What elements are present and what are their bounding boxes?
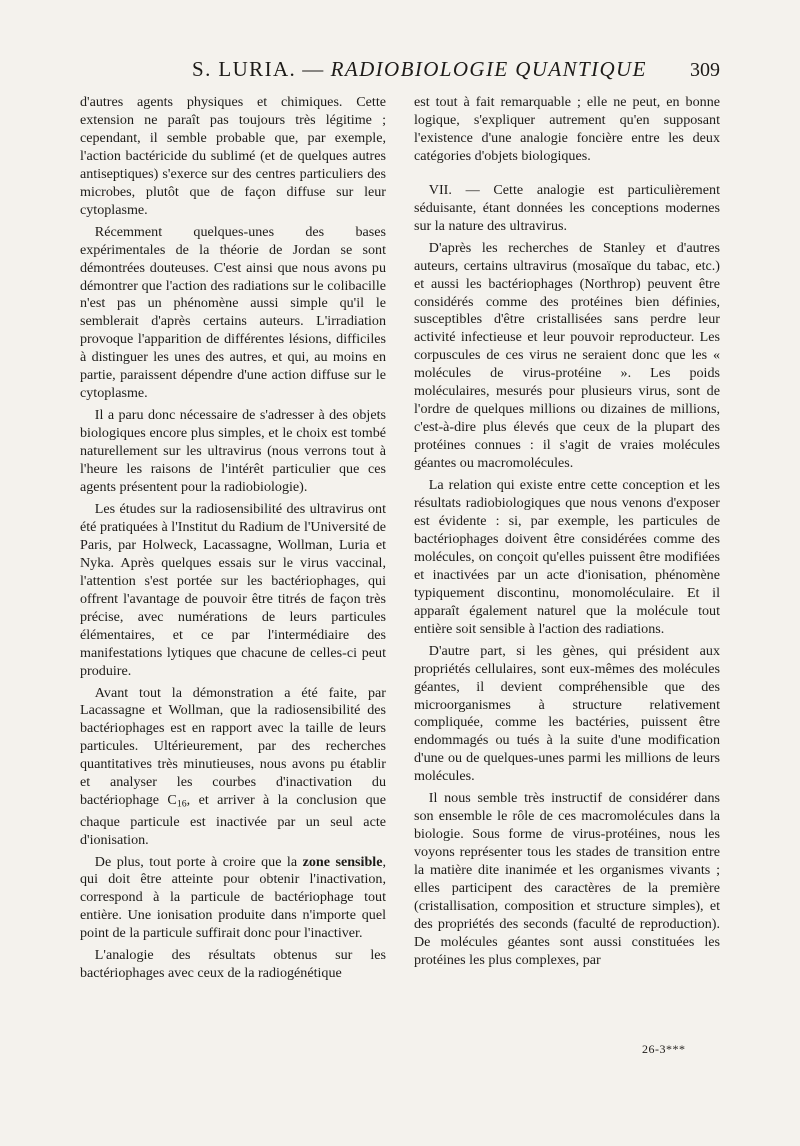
paragraph-text: Avant tout la démonstration a été faite, par Lacassagne et Wollman, que la radiosensibilité des bactériophages est en rapport avec la taille de leurs particules. Ultérieurement, par des recherches quantitatives très minutieuses, nous avons pu établir et analyser les courbes d'inactivation du bactériophage C (80, 684, 386, 809)
paragraph: est tout à fait remarquable ; elle ne peut, en bonne logique, s'expliquer autrement qu'en supposant l'existence d'une analogie foncière entre les deux catégories d'objets biologiques. (414, 94, 720, 164)
paragraph (80, 854, 386, 944)
paragraph-text: De plus, tout porte à croire que la (94, 853, 303, 870)
emphasis-zone-sensible: zone sensible (302, 853, 383, 870)
subscript: 16 (176, 798, 187, 810)
paragraph: Il a paru donc nécessaire de s'adresser à des objets biologiques encore plus simples, et le choix est tombé naturellement sur les ultravirus (nous verrons tout à l'heure les raisons de l'intérêt particulier que ces agents présentent pour la radiobiologie). (80, 407, 386, 496)
paragraph: La relation qui existe entre cette conception et les résultats radiobiologiques que nous venons d'exposer est évidente : si, par exemple, les particules de bactériophages doivent être considérées comme des molécules, on conçoit qu'elles puissent être modifiées et inactivées par un acte d'ionisation, phénomène typiquement discontinu, monomoléculaire. Et il apparaît également naturel que la molécule tout entière soit sensible à l'action des radiations. (414, 477, 720, 637)
running-title (192, 57, 647, 82)
right-column (414, 94, 720, 970)
left-column (80, 94, 386, 983)
author-name: S. LURIA. (192, 57, 297, 81)
paragraph: Récemment quelques-unes des bases expérimentales de la théorie de Jordan se sont démontrées douteuses. C'est ainsi que nous avons pu démontrer que l'action des radiations sur le colibacille n'est pas un phénomène aussi simple qu'il le semblerait d'après certains auteurs. L'irradiation provoque l'apparition de différentes lésions, difficiles à distinguer les unes des autres, et qui, au moins en partie, paraissent dépendre d'une action diffuse sur le cytoplasme. (80, 223, 386, 402)
paragraph: Les études sur la radiosensibilité des ultravirus ont été pratiquées à l'Institut du Radium de l'Université de Paris, par Holweck, Lacassagne, Wollman, Luria et Nyka. Après quelques essais sur le virus vaccinal, l'attention s'est portée sur les bactériophages, qui offrent l'avantage de pouvoir être titrés de façon très précise, avec numérations de leurs particules élémentaires, et ce par l'intermédiaire des manifestations lytiques que chacune de celles-ci peut produire. (80, 500, 386, 679)
printer-signature: 26-3*** (642, 1042, 686, 1056)
title-dash: — (302, 57, 325, 81)
page-number: 309 (690, 59, 720, 81)
paragraph: D'autre part, si les gènes, qui président aux propriétés cellulaires, sont eux-mêmes des molécules géantes, il devient compréhensible que des microorganismes à structure relativement compliquée, comme les bactéries, puissent être endommagés ou tués à la suite d'une modification d'une ou de quelques-unes parmi les millions de leurs molécules. (414, 642, 720, 785)
section-paragraph: VII. — Cette analogie est particulièrement séduisante, étant données les conceptions modernes sur la nature des ultravirus. (414, 181, 720, 234)
paragraph: d'autres agents physiques et chimiques. Cette extension ne paraît pas toujours très légitime ; cependant, il semble probable que, par exemple, l'action bactéricide du sublimé (et de quelques autres antiseptiques) s'exerce sur des centres particuliers des microbes, plutôt que de façon diffuse sur leur cytoplasme. (80, 94, 386, 218)
paragraph (80, 685, 386, 850)
paragraph: Il nous semble très instructif de considérer dans son ensemble le rôle de ces macromolécules dans la biologie. Sous forme de virus-protéines, nous les voyons représenter tous les stades de transition entre la matière dite inanimée et les organismes vivants ; elles participent des caractères de la première (cristallisation, composition et structure simples), et des propriétés des seconds (faculté de reproduction). De molécules géantes sont aussi constituées les protéines les plus complexes, par (414, 790, 720, 968)
running-header (80, 57, 720, 85)
paragraph: D'après les recherches de Stanley et d'autres auteurs, certains ultravirus (mosaïque du tabac, etc.) et aussi les bactériophages (Northrop) peuvent être considérés comme des protéines bien définies, susceptibles d'être cristallisées sans perdre leur activité infectieuse et leur pouvoir reproducteur. Les corpuscules de ces virus ne seraient donc que les « molécules de virus-protéine ». Les poids moléculaires, mesurés pour plusieurs virus, sont de l'ordre de quelques millions ou dizaines de millions, c'est-à-dire plus élevés que ceux de la plupart des protéines connues : il s'agit de vraies molécules géantes ou macromolécules. (414, 239, 720, 472)
article-subject: RADIOBIOLOGIE QUANTIQUE (330, 57, 647, 81)
paragraph-text: , qui doit être atteinte pour obtenir l'inactivation, correspond à la particule de bactériophage tout entière. Une ionisation produite dans n'importe quel point de la particule suffirait donc pour l'inactiver. (80, 853, 386, 942)
paragraph: L'analogie des résultats obtenus sur les bactériophages avec ceux de la radiogénétique (80, 947, 386, 982)
paragraph-text: , et arriver à la conclusion que chaque particule est inactivée par un seul acte d'ionisation. (80, 792, 386, 848)
